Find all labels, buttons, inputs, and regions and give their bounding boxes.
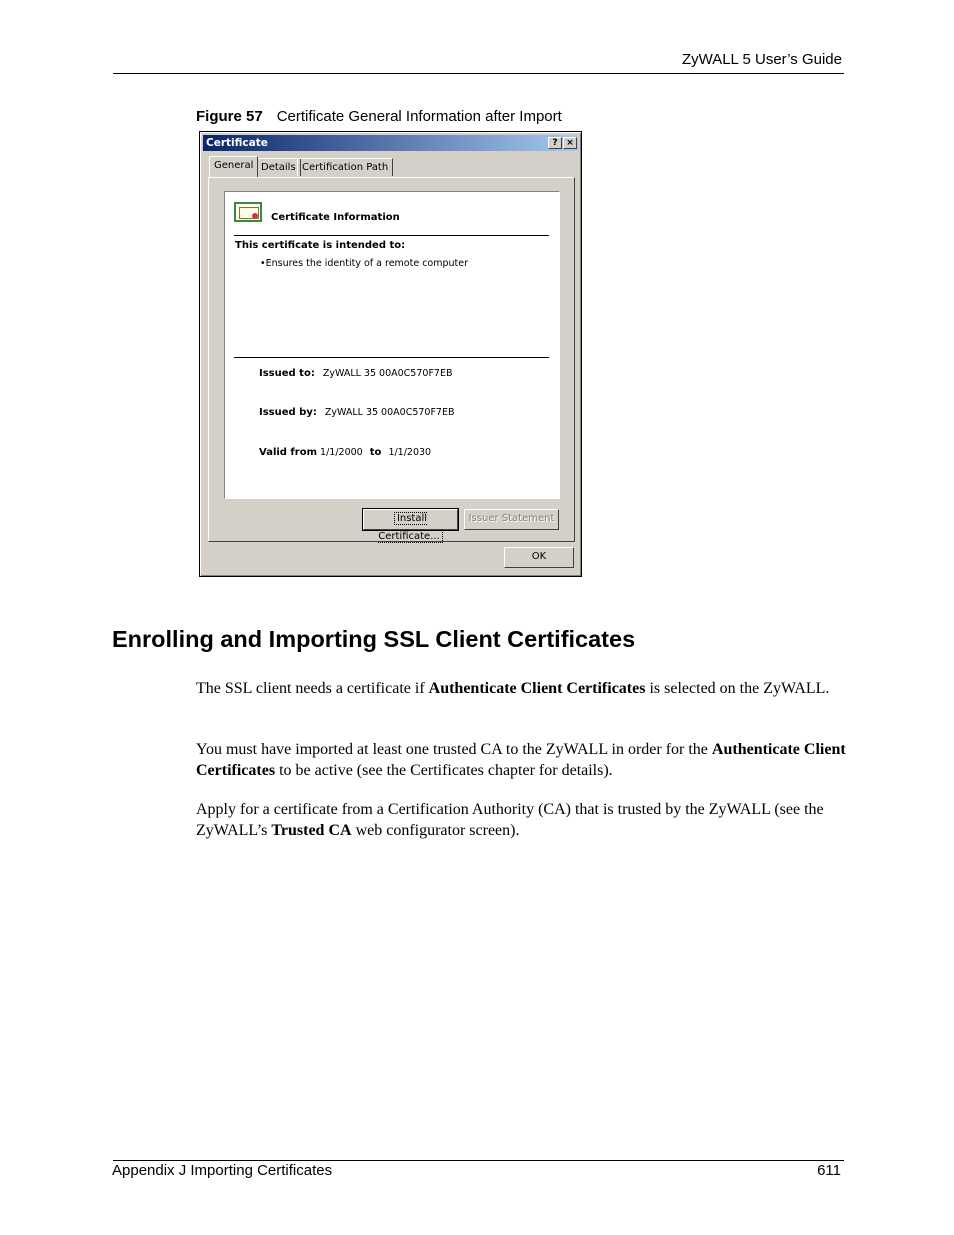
- issued-by-row: [259, 407, 455, 418]
- paragraph-1-text-a: The SSL client needs a certificate if: [196, 680, 429, 697]
- issuer-statement-button[interactable]: Issuer Statement: [464, 509, 559, 530]
- tab-general[interactable]: General: [209, 156, 258, 177]
- intended-purpose-heading: This certificate is intended to:: [235, 240, 406, 251]
- info-divider-bottom: [234, 357, 549, 358]
- certificate-info-title: Certificate Information: [271, 212, 400, 223]
- section-heading: Enrolling and Importing SSL Client Certificates: [112, 626, 636, 652]
- paragraph-3-bold: Trusted CA: [271, 821, 352, 839]
- certificate-icon: [234, 202, 262, 222]
- valid-to-value: 1/1/2030: [388, 447, 432, 458]
- paragraph-2: [196, 740, 846, 781]
- certificate-dialog: [199, 131, 582, 577]
- issued-by-value: ZyWALL 35 00A0C570F7EB: [324, 407, 455, 418]
- footer-section-title: Appendix J Importing Certificates: [112, 1162, 333, 1179]
- paragraph-3-text-c: web configurator screen).: [351, 821, 520, 839]
- paragraph-1-text-c: is selected on the ZyWALL.: [645, 680, 830, 697]
- paragraph-3-text-a: Apply for a certificate from a Certification Authority (CA) that is trusted by the ZyWALL (see the ZyWALL’s: [196, 801, 824, 839]
- paragraph-3: [196, 800, 846, 841]
- issued-to-label: Issued to:: [259, 368, 315, 379]
- footer-rule: [113, 1160, 844, 1161]
- intended-purpose-item: •Ensures the identity of a remote computer: [260, 258, 469, 269]
- valid-from-value: 1/1/2000: [320, 447, 363, 458]
- paragraph-2-text-a: You must have imported at least one trusted CA to the ZyWALL in order for the: [196, 741, 712, 758]
- dialog-titlebar[interactable]: [203, 135, 578, 151]
- issued-to-row: [259, 368, 452, 379]
- issued-to-value: ZyWALL 35 00A0C570F7EB: [322, 368, 453, 379]
- certificate-info-panel: [224, 191, 560, 499]
- install-certificate-button[interactable]: [363, 509, 458, 542]
- figure-label: Figure 57: [196, 108, 263, 125]
- valid-to-label: to: [369, 447, 382, 458]
- valid-range-row: [259, 447, 431, 458]
- running-header: ZyWALL 5 User’s Guide: [681, 51, 842, 68]
- paragraph-2-text-c: to be active (see the Certificates chapter for details).: [275, 761, 613, 779]
- paragraph-2-bold: Authenticate Client Certificates: [196, 741, 846, 779]
- ok-button[interactable]: OK: [504, 547, 574, 568]
- dialog-title: Certificate: [206, 137, 268, 149]
- close-button[interactable]: ×: [563, 137, 577, 149]
- install-certificate-label: Install Certificate...: [378, 512, 442, 543]
- figure-caption: [196, 108, 562, 125]
- issued-by-label: Issued by:: [259, 407, 317, 418]
- figure-caption-text: Certificate General Information after Import: [276, 108, 562, 125]
- paragraph-1: [196, 679, 846, 700]
- tab-details[interactable]: Details: [256, 158, 301, 176]
- paragraph-1-bold: Authenticate Client Certificates: [428, 680, 646, 697]
- valid-from-label: Valid from: [259, 447, 318, 458]
- page-number: 611: [817, 1162, 841, 1179]
- info-divider-top: [234, 235, 549, 236]
- help-button[interactable]: ?: [548, 137, 562, 149]
- general-tab-panel: [208, 177, 575, 542]
- header-rule: [113, 73, 844, 74]
- tab-certification-path[interactable]: Certification Path: [297, 158, 393, 176]
